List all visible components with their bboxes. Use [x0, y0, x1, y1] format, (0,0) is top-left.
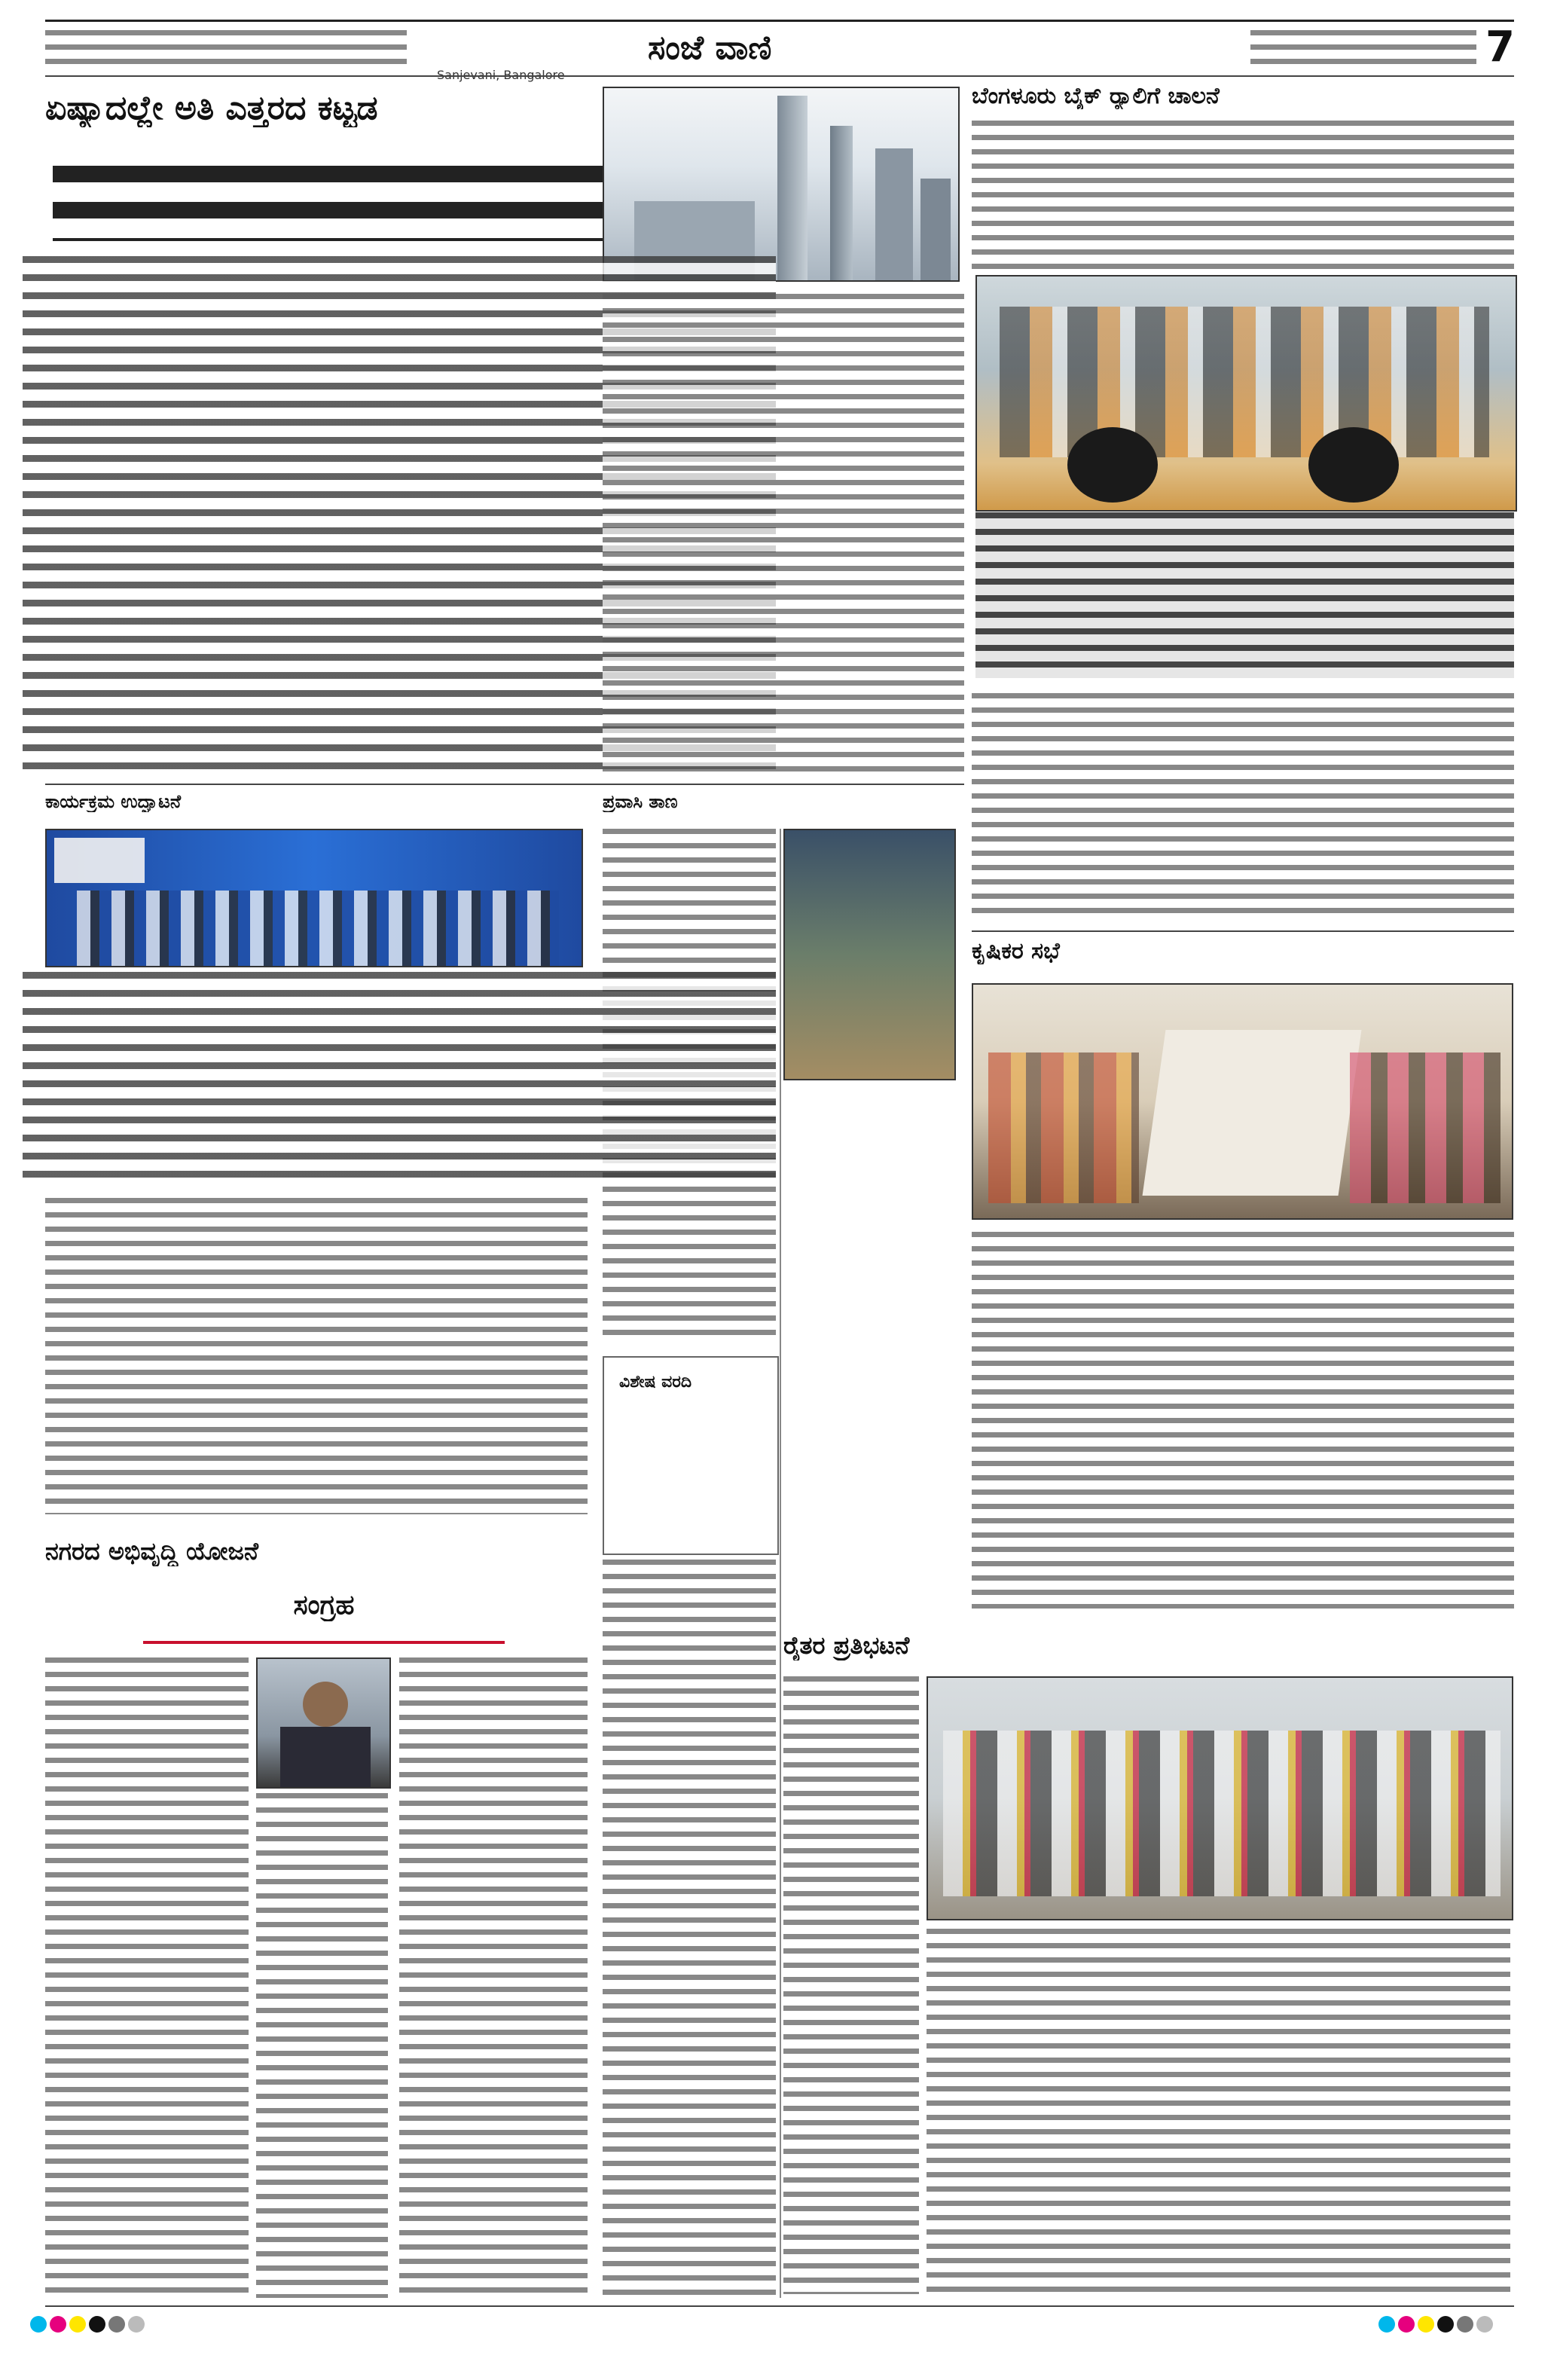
tourist-spot-photo	[783, 829, 956, 1080]
mid-right-rule	[972, 930, 1514, 932]
skyscraper-photo	[603, 87, 960, 282]
sidebar-headline: ವಿಶೇಷ ವರದಿ	[619, 1373, 692, 1392]
lower-left-headline-2: ಸಂಗ್ರಹ	[293, 1590, 355, 1621]
mid-left-columns	[45, 1198, 588, 1514]
lower-left-underline	[143, 1641, 505, 1644]
top-right-body	[972, 121, 1514, 271]
mid-right-headline: ಕೃಷಿಕರ ಸಭೆ	[972, 938, 1060, 964]
page-number: 7	[1485, 23, 1515, 72]
registration-dots-icon	[30, 2313, 181, 2336]
speaker-photo	[256, 1657, 391, 1789]
top-right-body-2	[972, 693, 1514, 919]
lower-left-body-3	[256, 1793, 388, 2298]
farmers-protest-photo	[927, 1676, 1513, 1920]
mid-left-headline: ಕಾರ್ಯಕ್ರಮ ಉದ್ಘಾಟನೆ	[45, 791, 182, 812]
top-left-headline: ಏಷ್ಯಾದಲ್ಲೇ ಅತಿ ಎತ್ತರದ ಕಟ್ಟಡ	[45, 89, 378, 127]
event-stage-photo	[45, 829, 583, 967]
mid-right-body	[972, 1232, 1514, 1609]
meeting-photo	[972, 983, 1513, 1220]
registration-right	[1378, 2313, 1529, 2336]
top-right-headline: ಬೆಂಗಳೂರು ಬೈಕ್ ರ್‍ಯಾಲಿಗೆ ಚಾಲನೆ	[972, 83, 1220, 109]
lower-left-body	[45, 1657, 249, 2298]
lower-left-headline-1: ನಗರದ ಅಭಿವೃದ್ಧಿ ಯೋಜನೆ	[45, 1537, 259, 1566]
mid-left-body	[23, 972, 776, 1183]
bike-rally-caption	[975, 512, 1514, 678]
lower-right-body	[927, 1929, 1510, 2298]
masthead-left-info	[45, 30, 407, 65]
masthead-title: ಸಂಜೆ ವಾಣಿ	[648, 29, 772, 67]
top-left-subheadline	[53, 166, 640, 241]
mid-rule	[45, 784, 964, 785]
registration-dots-icon	[1378, 2313, 1529, 2336]
sidebar-body	[603, 1560, 776, 2298]
registration-left	[30, 2313, 181, 2336]
masthead	[45, 15, 1514, 75]
lower-right-left-column	[783, 1676, 919, 2294]
lower-left-body-2	[399, 1657, 588, 2298]
bike-rally-photo	[975, 275, 1517, 512]
masthead-bottom-rule	[45, 75, 1514, 77]
sidebar-box	[603, 1356, 779, 1555]
lower-right-headline: ರೈತರ ಪ್ರತಿಭಟನೆ	[783, 1631, 910, 1660]
column-divider-center	[780, 829, 781, 2298]
top-sidebar-body	[603, 294, 964, 776]
mid-center-headline: ಪ್ರವಾಸಿ ತಾಣ	[603, 791, 678, 812]
page-bottom-rule	[45, 2305, 1514, 2307]
masthead-right-info	[1250, 30, 1476, 65]
masthead-top-rule	[45, 20, 1514, 22]
